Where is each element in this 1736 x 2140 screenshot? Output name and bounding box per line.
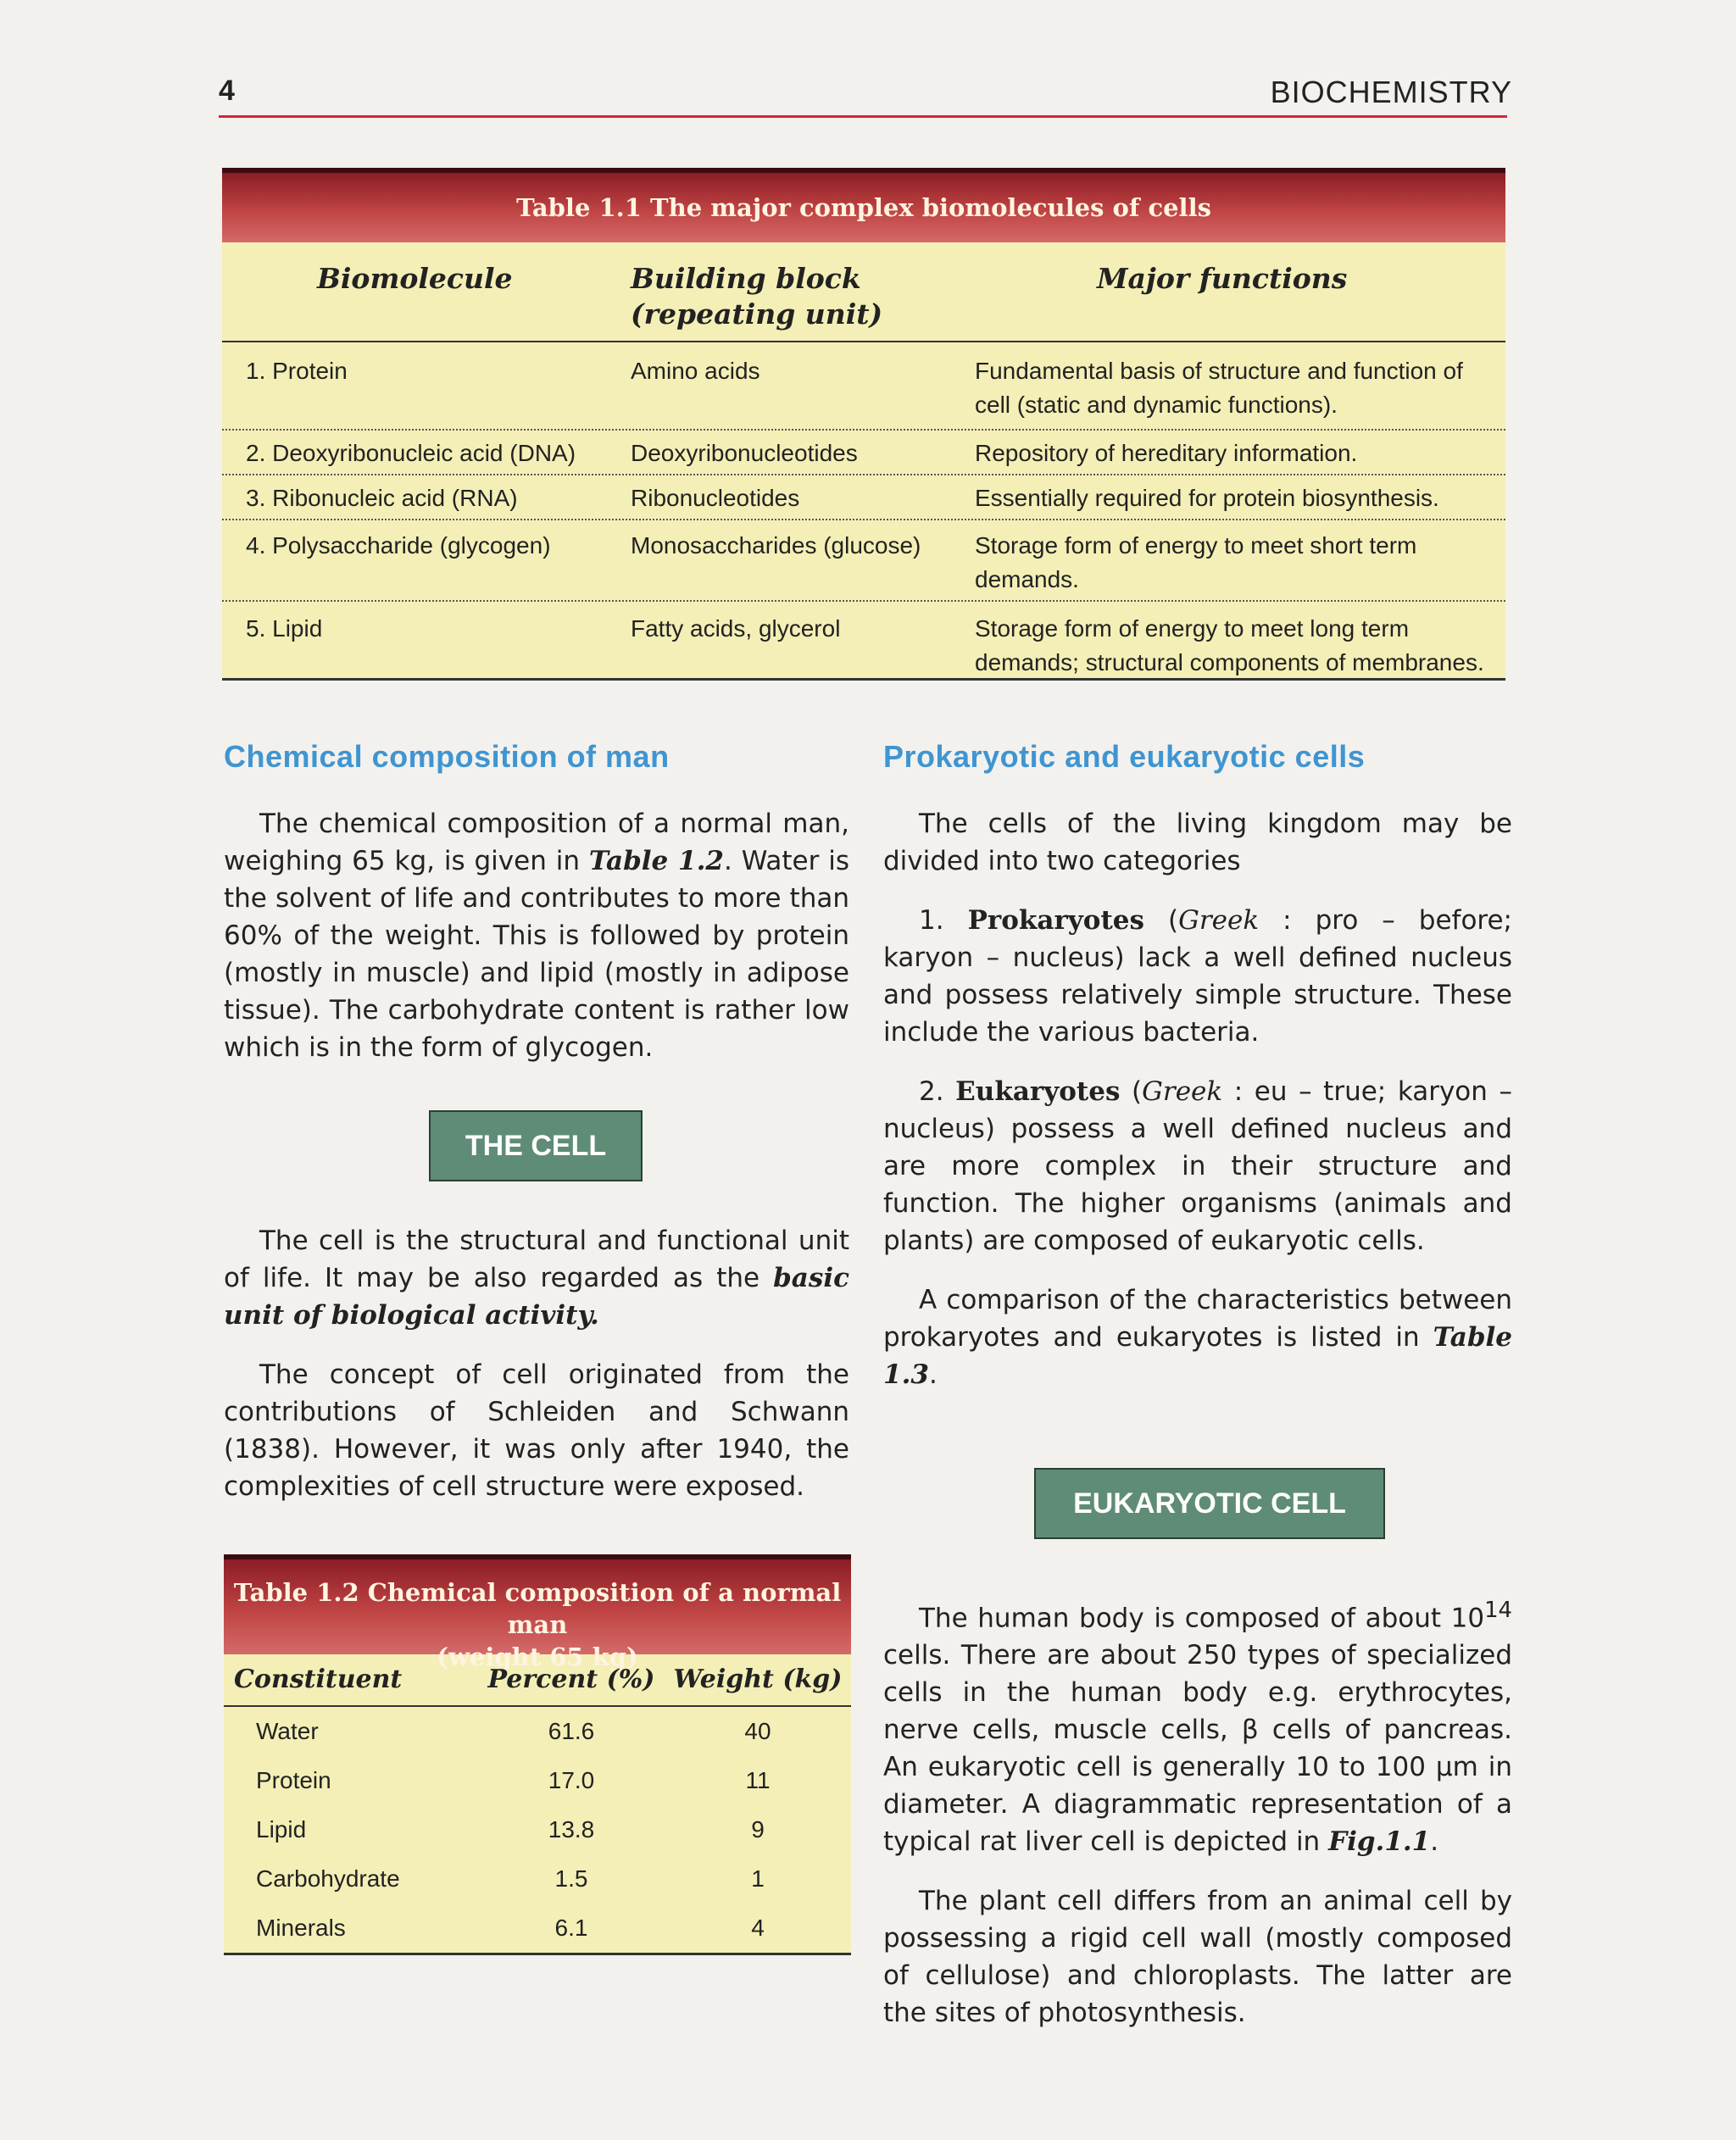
header-rule <box>219 115 1507 118</box>
table-row <box>222 602 1505 678</box>
table-row: Carbohydrate 1.5 1 <box>256 1865 765 1892</box>
paragraph: The human body is composed of about $10^{14}$ cells. There are about 250 types of specialized cells in the human body e.g. erythrocytes, nerve cells, muscle cells, β cells of pancreas. An eukaryotic cell is generally 10 to 100 μm in diameter. A diagrammatic representation of a typical rat liver cell is depicted in Fig.1.1. <box>883 1598 1512 1858</box>
paragraph: 1. Prokaryotes (Greek : pro – before; karyon – nucleus) lack a well defined nucleus and possess relatively simple structure. These include the various bacteria. <box>883 905 1512 1048</box>
paragraph: The cell is the structural and functional unit of life. It may be also regarded as the basic unit of biological activity. <box>224 1226 849 1331</box>
paragraph: 2. Eukaryotes (Greek : eu – true; karyon – nucleus) possess a well defined nucleus and are more complex in their structure and function. The higher organisms (animals and plants) are composed of eukaryotic cells. <box>883 1076 1513 1256</box>
table-reference: Table 1.2 <box>588 846 724 876</box>
table-cell: Essentially required for protein biosynthesis. <box>975 485 1439 511</box>
table-cell: Amino acids <box>631 358 760 384</box>
paragraph: The cells of the living kingdom may be divided into two categories <box>883 809 1512 876</box>
table-row <box>222 431 1505 475</box>
table-row <box>222 475 1505 520</box>
column-header: Constituent <box>234 1665 403 1694</box>
table-row: Water 61.6 40 <box>256 1718 771 1744</box>
table-row <box>222 520 1505 602</box>
paragraph: A comparison of the characteristics between prokaryotes and eukaryotes is listed in Table 1.3. <box>883 1285 1512 1390</box>
term: Prokaryotes <box>967 905 1144 936</box>
paragraph: The concept of cell originated from the contributions of Schleiden and Schwann (1838). However, it was only after 1940, the complexities of cell structure were exposed. <box>224 1359 849 1502</box>
running-head: BIOCHEMISTRY <box>1270 75 1512 109</box>
column-header: Biomolecule <box>317 262 513 295</box>
table-cell: Fundamental basis of structure and function of cell (static and dynamic functions). <box>975 358 1463 418</box>
table-cell: Ribonucleotides <box>631 485 800 511</box>
table-cell: Deoxyribonucleotides <box>631 440 858 466</box>
emphasis: basic unit of biological activity. <box>224 1263 849 1331</box>
table-cell: 3. Ribonucleic acid (RNA) <box>246 485 518 511</box>
table-cell: Storage form of energy to meet long term demands; structural components of membranes. <box>975 615 1484 675</box>
table-cell: Storage form of energy to meet short term demands. <box>975 532 1417 592</box>
table-cell: 4. Polysaccharide (glycogen) <box>246 532 551 559</box>
paragraph: The plant cell differs from an animal cell by possessing a rigid cell wall (mostly composed of cellulose) and chloroplasts. The latter are the sites of photosynthesis. <box>883 1886 1512 2029</box>
table-row: Lipid 13.8 9 <box>256 1816 765 1843</box>
table-cell: Fatty acids, glycerol <box>631 615 841 642</box>
table-cell: 1. Protein <box>246 358 348 384</box>
column-header: Major functions <box>1097 262 1348 295</box>
table-row: Minerals 6.1 4 <box>256 1915 765 1941</box>
section-heading: Chemical composition of man <box>224 739 670 774</box>
table-reference: Table 1.3 <box>883 1322 1512 1390</box>
table-cell: Repository of hereditary information. <box>975 440 1358 466</box>
table-row <box>222 342 1505 431</box>
term: Eukaryotes <box>955 1076 1121 1107</box>
page-number: 4 <box>219 75 235 107</box>
table-header-row <box>222 242 1505 342</box>
section-box-heading: THE CELL <box>429 1110 643 1181</box>
table-1-2 <box>224 1554 851 1955</box>
right-column <box>883 739 1512 2054</box>
column-header: Weight (kg) <box>673 1665 843 1694</box>
left-column <box>224 739 849 1955</box>
table-cell: 5. Lipid <box>246 615 323 642</box>
table-header-row <box>224 1654 851 1707</box>
figure-reference: Fig.1.1 <box>1328 1826 1431 1858</box>
table-title: Table 1.2 Chemical composition of a normal man (weight 65 kg) <box>224 1554 851 1654</box>
column-header: Percent (%) <box>487 1665 655 1694</box>
table-cell: 2. Deoxyribonucleic acid (DNA) <box>246 440 576 466</box>
column-header: Building block (repeating unit) <box>631 262 883 331</box>
paragraph: The chemical composition of a normal man, weighing 65 kg, is given in Table 1.2. Water is the solvent of life and contributes to more than 60% of the weight. This is followed by protein (mostly in muscle) and lipid (mostly in adipose tissue). The carbohydrate content is rather low which is in the form of glycogen. <box>224 809 849 1063</box>
section-box-heading: EUKARYOTIC CELL <box>1034 1468 1385 1539</box>
table-row: Protein 17.0 11 <box>256 1767 771 1793</box>
table-title: Table 1.1 The major complex biomolecules of cells <box>222 168 1505 242</box>
table-1-1 <box>222 168 1505 681</box>
table-cell: Monosaccharides (glucose) <box>631 532 921 559</box>
section-heading: Prokaryotic and eukaryotic cells <box>883 739 1366 774</box>
